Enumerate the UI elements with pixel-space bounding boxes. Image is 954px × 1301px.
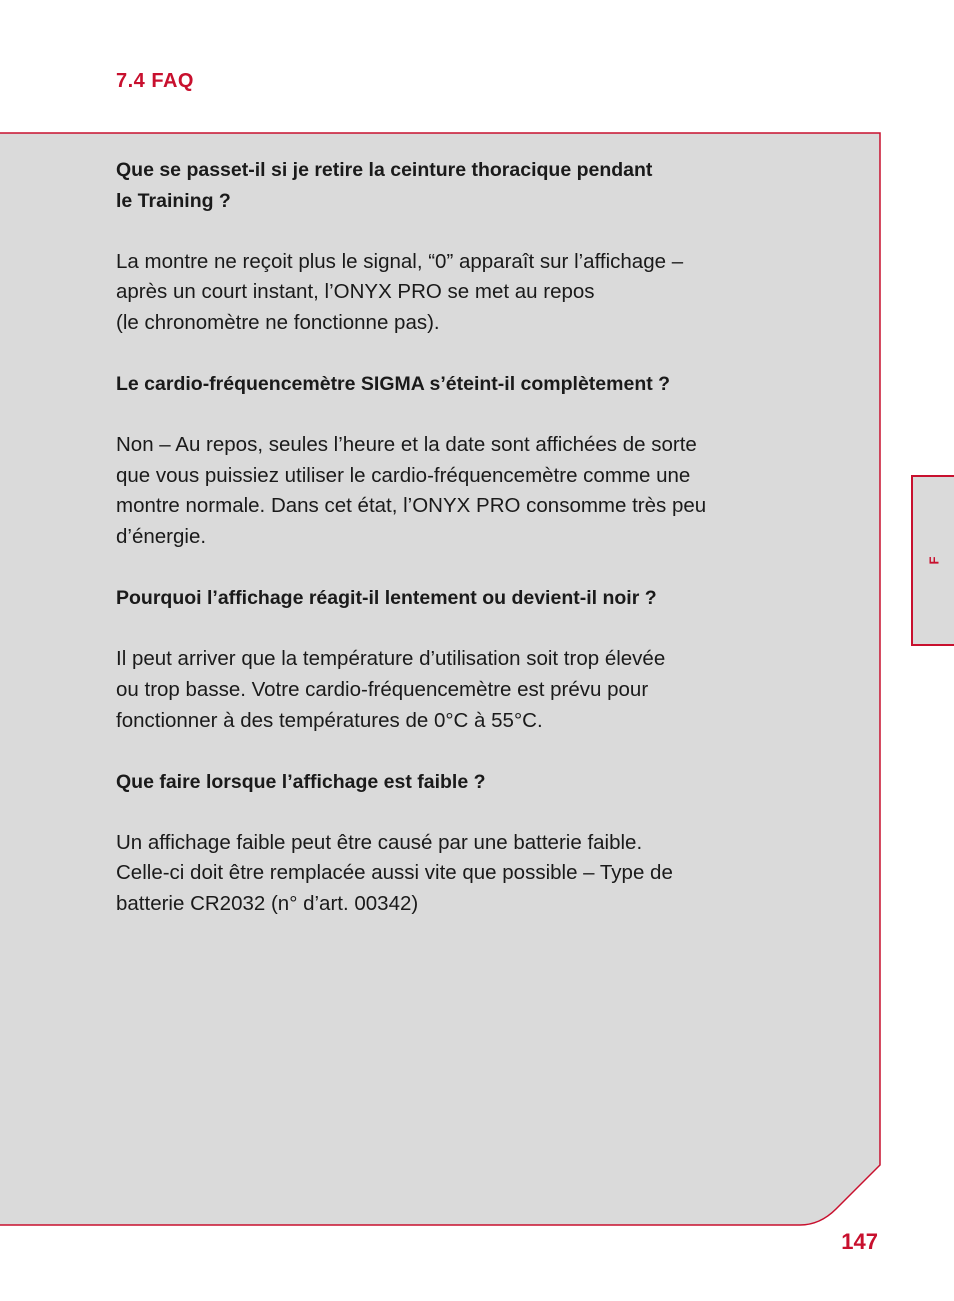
language-tab-label: F (925, 556, 941, 565)
faq-question: Que se passet-il si je retire la ceinture thoracique pendant le Training ? (116, 159, 653, 212)
faq-item (116, 369, 816, 553)
faq-list (116, 155, 816, 950)
language-tab (911, 475, 954, 646)
faq-question: Le cardio-fréquencemètre SIGMA s’éteint-il complètement ? (116, 373, 671, 396)
faq-answer: Un affichage faible peut être causé par une batterie faible. Celle-ci doit être remplacée aussi vite que possible – Type de batterie CR2032 (n° d’art. 00342) (116, 830, 673, 915)
faq-question: Que faire lorsque l’affichage est faible ? (116, 770, 486, 793)
section-title: 7.4 FAQ (116, 70, 194, 92)
faq-question: Pourquoi l’affichage réagit-il lentement ou devient-il noir ? (116, 587, 657, 610)
page-number: 147 (841, 1229, 878, 1254)
faq-item (116, 767, 816, 920)
faq-item (116, 583, 816, 736)
faq-item (116, 155, 816, 339)
faq-answer: Il peut arriver que la température d’utilisation soit trop élevée ou trop basse. Votre cardio-fréquencemètre est prévu pour fonctionner à des températures de 0°C à 55°C. (116, 647, 666, 732)
faq-answer: Non – Au repos, seules l’heure et la date sont affichées de sorte que vous puissiez utiliser le cardio-fréquencemètre comme une montre normale. Dans cet état, l’ONYX PRO consomme très peu d’énergie. (116, 433, 707, 549)
faq-answer: La montre ne reçoit plus le signal, “0” apparaît sur l’affichage – après un court instant, l’ONYX PRO se met au repos (le chronomètre ne fonctionne pas). (116, 249, 684, 334)
